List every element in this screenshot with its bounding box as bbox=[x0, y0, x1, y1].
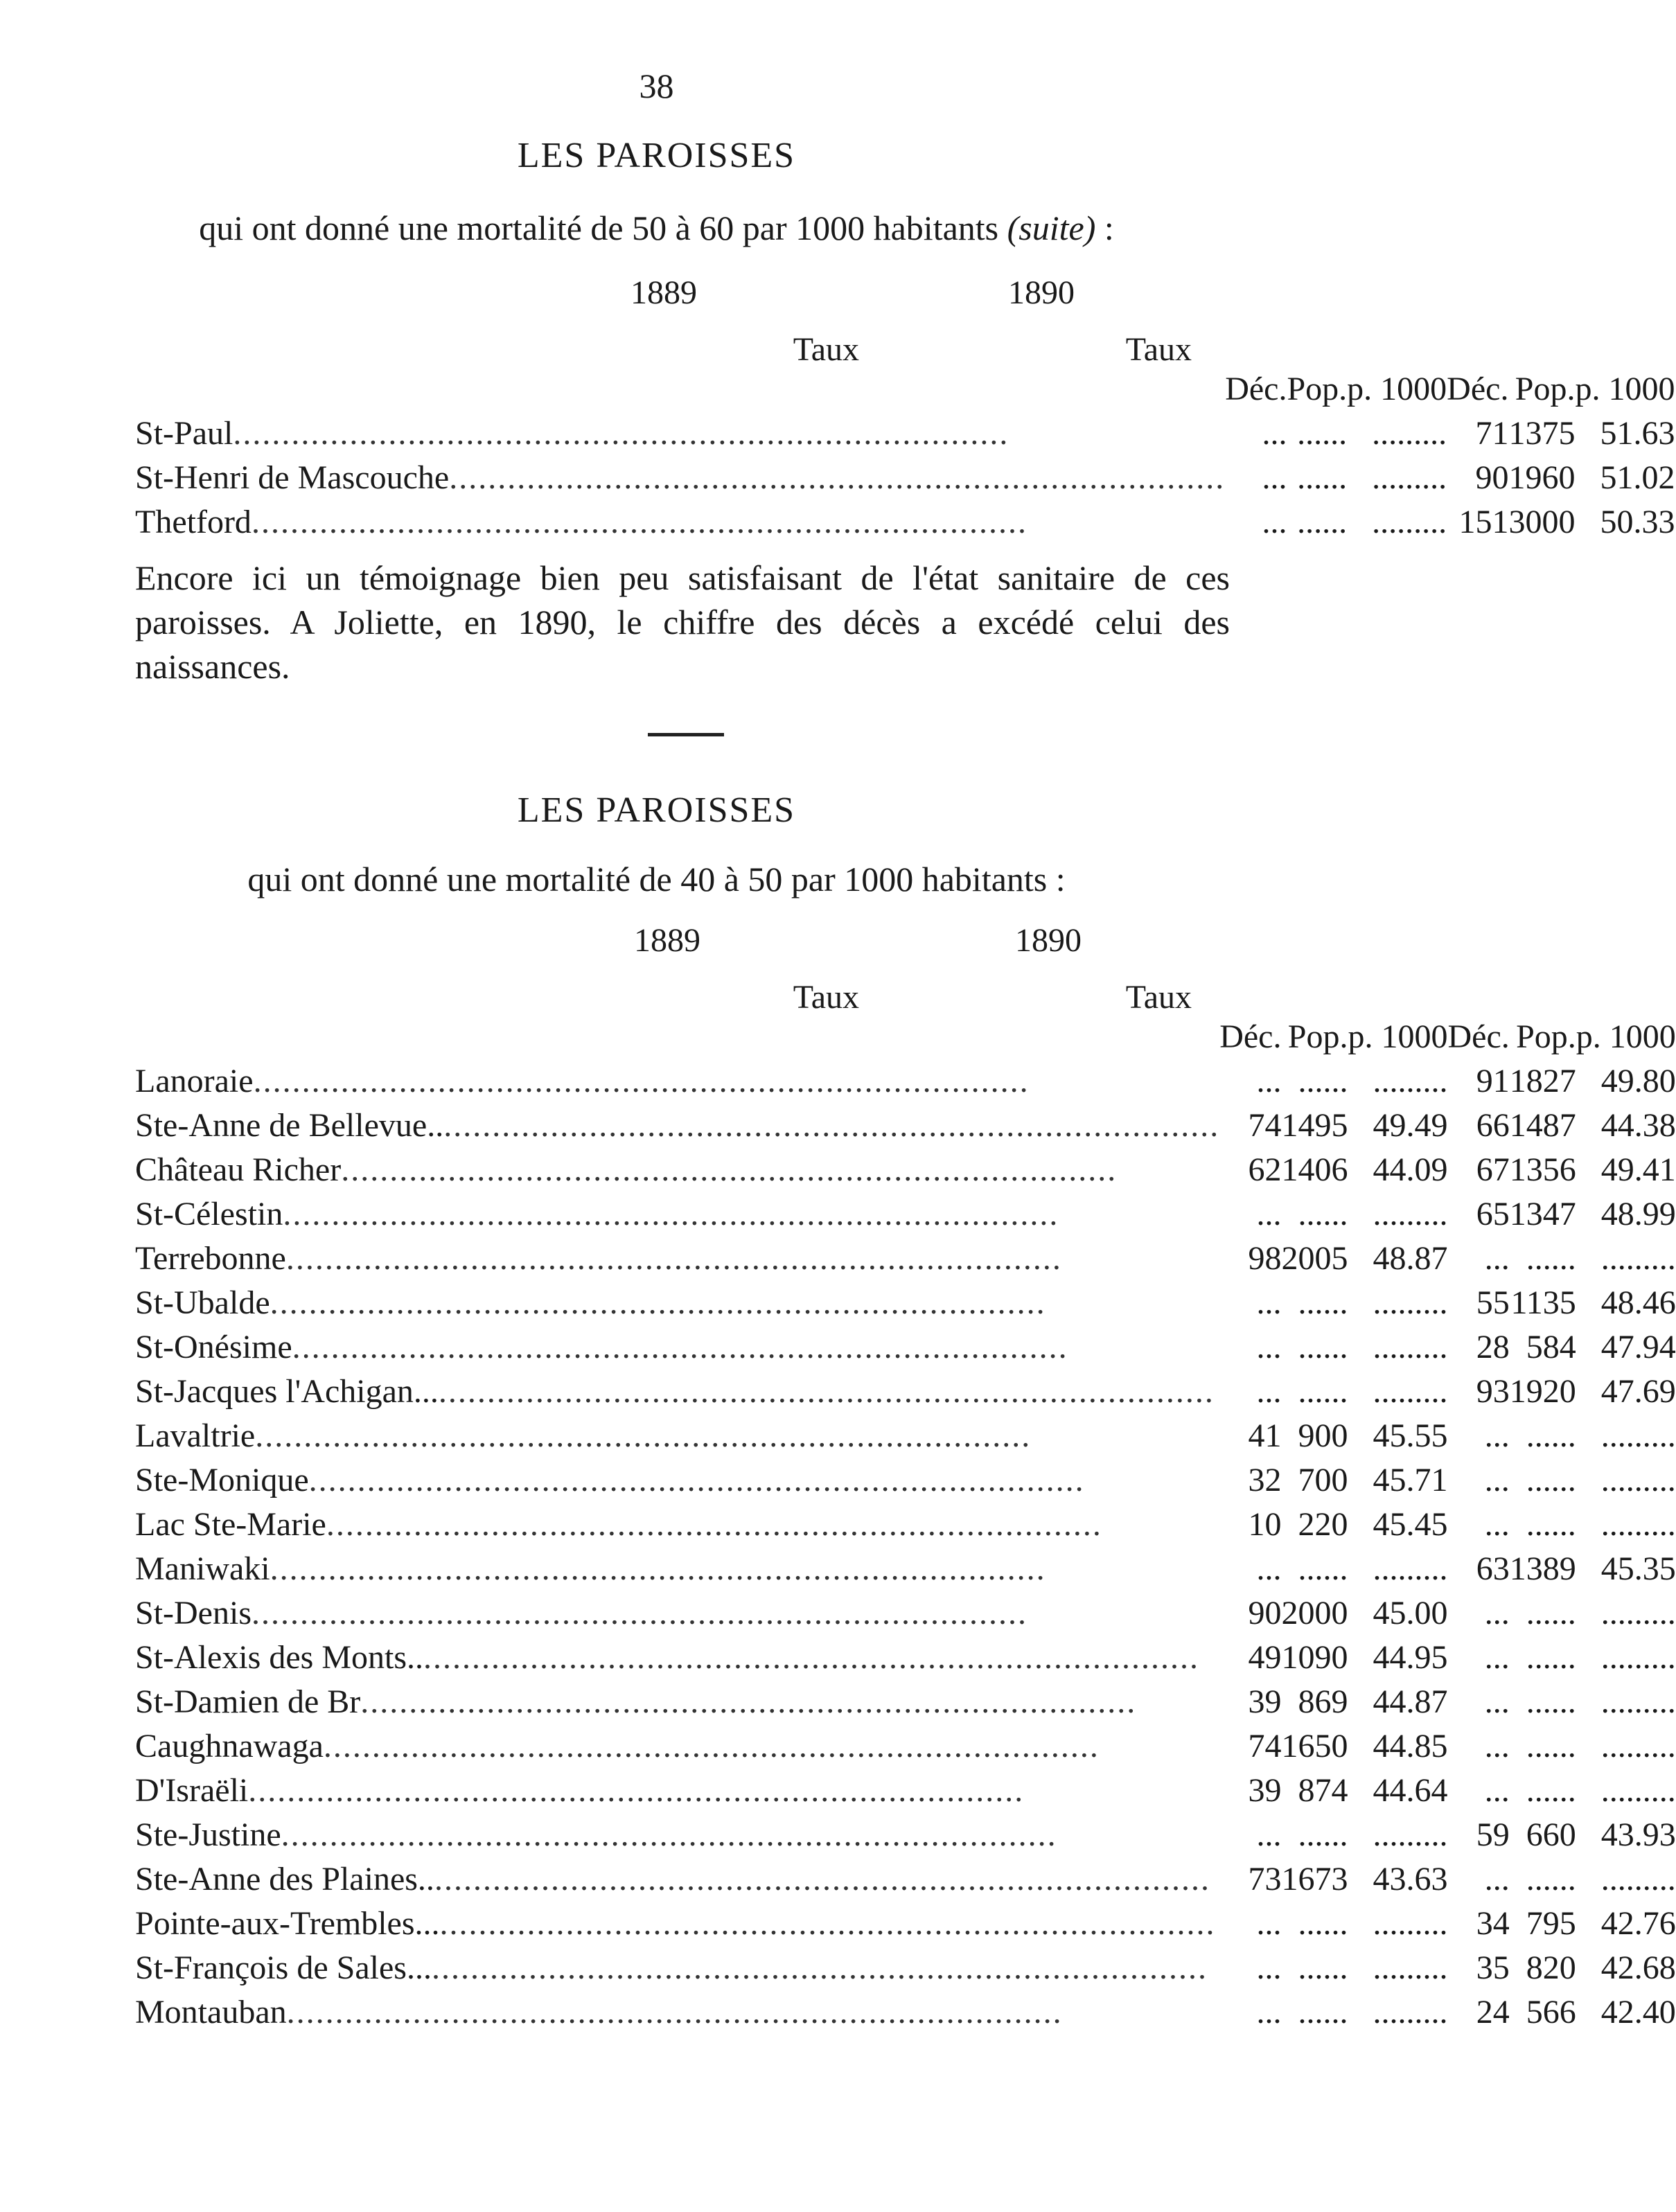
cell-pop-1889: 2000 bbox=[1281, 1595, 1348, 1631]
table-row bbox=[135, 1503, 1676, 1547]
leader-dots: ................................................................................ bbox=[285, 1240, 1062, 1277]
cell-pop-1890: 1960 bbox=[1508, 459, 1576, 496]
parish-name-text: Montauban bbox=[135, 1994, 287, 2030]
cell-pop-1889: 1090 bbox=[1281, 1639, 1348, 1676]
header-pop-1889: Pop. bbox=[1287, 371, 1348, 407]
cell-pop-1890: 566 bbox=[1526, 1994, 1576, 2030]
cell-pop-1889: 900 bbox=[1298, 1417, 1348, 1454]
cell-pop-1890: 1487 bbox=[1509, 1107, 1576, 1144]
cell-dec-1889: 90 bbox=[1248, 1595, 1282, 1631]
table-row bbox=[135, 1458, 1676, 1503]
cell-taux-1889: 44.87 bbox=[1373, 1683, 1448, 1720]
leader-dots: ................................................................................ bbox=[360, 1683, 1137, 1720]
cell-pop-1889: ...... bbox=[1298, 1550, 1348, 1587]
parish-name bbox=[135, 1192, 1219, 1237]
header-dec-1890: Déc. bbox=[1447, 371, 1509, 407]
parish-name bbox=[135, 456, 1225, 500]
cell-taux-1889: ......... bbox=[1372, 459, 1447, 496]
cell-taux-1889: 45.71 bbox=[1373, 1462, 1448, 1498]
section-divider bbox=[648, 733, 724, 736]
cell-dec-1890: 67 bbox=[1476, 1151, 1510, 1188]
cell-taux-1890: 42.76 bbox=[1600, 1905, 1676, 1942]
cell-pop-1890: ...... bbox=[1526, 1417, 1576, 1454]
section1-paragraph: Encore ici un témoignage bien peu satisfaisant de l'état sanitaire de ces paroisses. A Joliette, en 1890, le chiffre des décès a excédé celui des naissances. bbox=[135, 558, 1230, 686]
cell-pop-1890: 1135 bbox=[1510, 1284, 1576, 1321]
cell-pop-1890: 1827 bbox=[1509, 1063, 1576, 1099]
cell-dec-1890: 28 bbox=[1476, 1329, 1510, 1365]
cell-pop-1889: 874 bbox=[1298, 1772, 1348, 1809]
cell-pop-1890: 660 bbox=[1526, 1816, 1576, 1853]
cell-taux-1890: 42.40 bbox=[1600, 1994, 1676, 2030]
cell-dec-1890: 59 bbox=[1476, 1816, 1510, 1853]
cell-pop-1889: 1650 bbox=[1281, 1728, 1348, 1764]
leader-dots: ................................................................................ bbox=[323, 1728, 1100, 1764]
cell-pop-1890: 1920 bbox=[1509, 1373, 1576, 1410]
cell-taux-1889: ......... bbox=[1373, 1816, 1448, 1853]
cell-pop-1889: ...... bbox=[1298, 1994, 1348, 2030]
table-row bbox=[135, 1192, 1676, 1237]
leader-dots: ................................................................................ bbox=[443, 1107, 1220, 1144]
cell-taux-1889: ......... bbox=[1372, 504, 1447, 540]
parish-name bbox=[135, 1724, 1219, 1769]
parish-name bbox=[135, 1547, 1219, 1591]
leader-dots: ................................................................................ bbox=[326, 1506, 1102, 1543]
cell-taux-1889: ......... bbox=[1373, 1373, 1448, 1410]
cell-pop-1890: 584 bbox=[1526, 1329, 1576, 1365]
cell-pop-1889: ...... bbox=[1298, 1329, 1348, 1365]
cell-dec-1890: ... bbox=[1484, 1506, 1510, 1543]
parish-name bbox=[135, 1370, 1219, 1414]
parish-name-text: St-François de Sales... bbox=[135, 1949, 432, 1986]
cell-dec-1889: 74 bbox=[1248, 1107, 1282, 1144]
parish-name bbox=[135, 1990, 1219, 2035]
section1-subtitle-suffix: (suite) bbox=[1007, 209, 1096, 247]
cell-dec-1889: ... bbox=[1256, 1063, 1282, 1099]
cell-dec-1890: 90 bbox=[1475, 459, 1509, 496]
parish-name bbox=[135, 1813, 1219, 1857]
parish-name bbox=[135, 1104, 1219, 1148]
leader-dots: ................................................................................ bbox=[252, 1595, 1027, 1631]
cell-pop-1890: 1375 bbox=[1508, 415, 1576, 452]
leader-dots: ................................................................................ bbox=[431, 1949, 1208, 1986]
section2-header-taux-1889: Taux bbox=[793, 979, 859, 1016]
leader-dots: ................................................................................ bbox=[270, 1550, 1046, 1587]
section1-header-taux-1889: Taux bbox=[793, 331, 859, 368]
section1-header-taux-1890: Taux bbox=[1125, 331, 1192, 368]
cell-dec-1890: 35 bbox=[1476, 1949, 1510, 1986]
cell-taux-1889: ......... bbox=[1373, 1905, 1448, 1942]
parish-name bbox=[135, 1148, 1219, 1192]
cell-taux-1889: 44.64 bbox=[1373, 1772, 1448, 1809]
parish-name bbox=[135, 1458, 1219, 1503]
cell-dec-1890: ... bbox=[1484, 1595, 1510, 1631]
cell-taux-1890: ......... bbox=[1600, 1417, 1676, 1454]
leader-dots: ................................................................................ bbox=[292, 1329, 1068, 1365]
table-row bbox=[135, 456, 1675, 500]
table-row bbox=[135, 1591, 1676, 1636]
cell-taux-1890: ......... bbox=[1600, 1728, 1676, 1764]
parish-name bbox=[135, 1857, 1219, 1902]
leader-dots: ................................................................................ bbox=[233, 415, 1009, 452]
table-row bbox=[135, 1281, 1676, 1325]
table-row bbox=[135, 1636, 1676, 1680]
cell-pop-1889: ...... bbox=[1298, 1373, 1348, 1410]
cell-taux-1889: ......... bbox=[1372, 415, 1447, 452]
cell-dec-1889: ... bbox=[1262, 459, 1287, 496]
cell-pop-1889: ...... bbox=[1297, 415, 1348, 452]
parish-name-text: St-Damien de Br bbox=[135, 1683, 361, 1720]
leader-dots: ................................................................................ bbox=[434, 1861, 1210, 1897]
leader-dots: ................................................................................ bbox=[423, 1639, 1200, 1676]
cell-dec-1889: 32 bbox=[1248, 1462, 1282, 1498]
cell-taux-1890: ......... bbox=[1600, 1861, 1676, 1897]
cell-dec-1889: ... bbox=[1256, 1905, 1282, 1942]
cell-taux-1889: 44.09 bbox=[1373, 1151, 1448, 1188]
cell-taux-1890: 47.94 bbox=[1600, 1329, 1676, 1365]
table-row bbox=[135, 1813, 1676, 1857]
parish-name-text: Ste-Justine bbox=[135, 1816, 281, 1853]
header-taux-1890: p. 1000 bbox=[1576, 1018, 1676, 1055]
table-row bbox=[135, 1990, 1676, 2035]
cell-dec-1889: 62 bbox=[1248, 1151, 1282, 1188]
cell-pop-1889: ...... bbox=[1298, 1284, 1348, 1321]
cell-dec-1889: ... bbox=[1256, 1949, 1282, 1986]
cell-dec-1889: 98 bbox=[1248, 1240, 1282, 1277]
table-row bbox=[135, 1724, 1676, 1769]
header-dec-1889: Déc. bbox=[1225, 371, 1287, 407]
cell-dec-1890: 66 bbox=[1476, 1107, 1510, 1144]
parish-name-text: St-Henri de Mascouche bbox=[135, 459, 450, 496]
parish-name bbox=[135, 1946, 1219, 1990]
parish-name-text: Ste-Anne de Bellevue.. bbox=[135, 1107, 444, 1144]
cell-taux-1889: 45.45 bbox=[1373, 1506, 1448, 1543]
cell-taux-1890: ......... bbox=[1600, 1683, 1676, 1720]
section2-table bbox=[135, 1015, 1676, 2035]
cell-dec-1889: ... bbox=[1256, 1373, 1282, 1410]
cell-taux-1890: 49.41 bbox=[1600, 1151, 1676, 1188]
section2-header-row bbox=[135, 1015, 1676, 1059]
parish-name-text: Caughnawaga bbox=[135, 1728, 324, 1764]
parish-name-text: St-Alexis des Monts.. bbox=[135, 1639, 424, 1676]
parish-name bbox=[135, 1902, 1219, 1946]
cell-taux-1889: ......... bbox=[1373, 1994, 1448, 2030]
cell-taux-1889: 43.63 bbox=[1373, 1861, 1448, 1897]
section1-subtitle bbox=[0, 208, 1313, 248]
leader-dots: ................................................................................ bbox=[449, 459, 1226, 496]
section1-subtitle-end: : bbox=[1095, 209, 1114, 247]
cell-dec-1889: ... bbox=[1262, 415, 1287, 452]
leader-dots: ................................................................................ bbox=[281, 1816, 1057, 1853]
cell-pop-1890: ...... bbox=[1526, 1240, 1576, 1277]
parish-name bbox=[135, 500, 1225, 545]
cell-pop-1889: ...... bbox=[1298, 1063, 1348, 1099]
cell-dec-1889: 73 bbox=[1248, 1861, 1282, 1897]
parish-name-text: D'Israëli bbox=[135, 1772, 249, 1809]
cell-pop-1890: ...... bbox=[1526, 1506, 1576, 1543]
cell-pop-1890: ...... bbox=[1526, 1639, 1576, 1676]
cell-taux-1889: 48.87 bbox=[1373, 1240, 1448, 1277]
cell-pop-1890: 820 bbox=[1526, 1949, 1576, 1986]
cell-taux-1890: ......... bbox=[1600, 1506, 1676, 1543]
table-row bbox=[135, 1148, 1676, 1192]
cell-pop-1890: 1356 bbox=[1509, 1151, 1576, 1188]
parish-name-text: St-Denis bbox=[135, 1595, 252, 1631]
cell-dec-1889: 41 bbox=[1248, 1417, 1282, 1454]
leader-dots: ................................................................................ bbox=[248, 1772, 1025, 1809]
parish-name-text: Lac Ste-Marie bbox=[135, 1506, 326, 1543]
parish-name bbox=[135, 1769, 1219, 1813]
section1-subtitle-text: qui ont donné une mortalité de 50 à 60 par 1000 habitants bbox=[199, 209, 999, 247]
cell-pop-1889: 220 bbox=[1298, 1506, 1348, 1543]
cell-dec-1890: ... bbox=[1484, 1639, 1510, 1676]
cell-taux-1889: 49.49 bbox=[1373, 1107, 1448, 1144]
table-row bbox=[135, 1059, 1676, 1104]
header-dec-1890: Déc. bbox=[1447, 1018, 1510, 1055]
cell-taux-1889: ......... bbox=[1373, 1063, 1448, 1099]
parish-name bbox=[135, 1636, 1219, 1680]
cell-dec-1889: 39 bbox=[1248, 1683, 1282, 1720]
cell-taux-1890: 49.80 bbox=[1600, 1063, 1676, 1099]
cell-pop-1890: 1347 bbox=[1509, 1196, 1576, 1232]
cell-pop-1890: 1389 bbox=[1509, 1550, 1576, 1587]
cell-dec-1890: ... bbox=[1484, 1417, 1510, 1454]
table-row bbox=[135, 1370, 1676, 1414]
parish-name bbox=[135, 1680, 1219, 1724]
table-row bbox=[135, 1902, 1676, 1946]
cell-dec-1890: ... bbox=[1484, 1462, 1510, 1498]
parish-name bbox=[135, 412, 1225, 456]
cell-dec-1890: 91 bbox=[1476, 1063, 1510, 1099]
table-row bbox=[135, 1680, 1676, 1724]
cell-dec-1889: 74 bbox=[1248, 1728, 1282, 1764]
header-taux-1889: p. 1000 bbox=[1347, 371, 1447, 407]
cell-pop-1890: 795 bbox=[1526, 1905, 1576, 1942]
parish-name-text: St-Jacques l'Achigan... bbox=[135, 1373, 439, 1410]
cell-dec-1889: ... bbox=[1256, 1329, 1282, 1365]
cell-taux-1890: ......... bbox=[1600, 1772, 1676, 1809]
section2-title: LES PAROISSES bbox=[517, 790, 796, 830]
cell-dec-1889: 49 bbox=[1248, 1639, 1282, 1676]
cell-pop-1889: 2005 bbox=[1281, 1240, 1348, 1277]
cell-dec-1890: ... bbox=[1484, 1861, 1510, 1897]
cell-pop-1889: ...... bbox=[1297, 504, 1348, 540]
cell-dec-1889: ... bbox=[1256, 1994, 1282, 2030]
parish-name-text: St-Célestin bbox=[135, 1196, 283, 1232]
section1-table bbox=[135, 367, 1675, 545]
parish-name bbox=[135, 1281, 1219, 1325]
cell-dec-1890: 151 bbox=[1458, 504, 1509, 540]
header-pop-1890: Pop. bbox=[1515, 371, 1576, 407]
cell-pop-1890: 3000 bbox=[1508, 504, 1576, 540]
parish-name-text: St-Paul bbox=[135, 415, 233, 452]
cell-dec-1890: ... bbox=[1484, 1683, 1510, 1720]
parish-name-text: Château Richer bbox=[135, 1151, 342, 1188]
cell-dec-1890: 24 bbox=[1476, 1994, 1510, 2030]
cell-pop-1889: 700 bbox=[1298, 1462, 1348, 1498]
cell-dec-1890: 71 bbox=[1475, 415, 1509, 452]
cell-taux-1889: ......... bbox=[1373, 1949, 1448, 1986]
cell-pop-1889: 1673 bbox=[1281, 1861, 1348, 1897]
cell-taux-1890: 47.69 bbox=[1600, 1373, 1676, 1410]
parish-name-text: Maniwaki bbox=[135, 1550, 270, 1587]
leader-dots: ................................................................................ bbox=[255, 1417, 1032, 1454]
parish-name bbox=[135, 1059, 1219, 1104]
cell-taux-1890: ......... bbox=[1600, 1639, 1676, 1676]
cell-taux-1889: 45.00 bbox=[1373, 1595, 1448, 1631]
cell-dec-1890: ... bbox=[1484, 1728, 1510, 1764]
parish-name-text: Lanoraie bbox=[135, 1063, 254, 1099]
table-row bbox=[135, 1104, 1676, 1148]
table-row bbox=[135, 1769, 1676, 1813]
header-taux-1889: p. 1000 bbox=[1348, 1018, 1448, 1055]
table-row bbox=[135, 1325, 1676, 1370]
cell-taux-1889: ......... bbox=[1373, 1196, 1448, 1232]
section1-year-1890: 1890 bbox=[1008, 274, 1075, 311]
parish-name bbox=[135, 1591, 1219, 1636]
parish-name-text: St-Onésime bbox=[135, 1329, 292, 1365]
parish-name bbox=[135, 1503, 1219, 1547]
header-dec-1889: Déc. bbox=[1219, 1018, 1282, 1055]
leader-dots: ................................................................................ bbox=[439, 1905, 1216, 1942]
leader-dots: ................................................................................ bbox=[251, 504, 1027, 540]
cell-dec-1889: 10 bbox=[1248, 1506, 1282, 1543]
section2-subtitle: qui ont donné une mortalité de 40 à 50 par 1000 habitants : bbox=[247, 860, 1066, 899]
cell-taux-1890: 43.93 bbox=[1600, 1816, 1676, 1853]
leader-dots: ................................................................................ bbox=[308, 1462, 1085, 1498]
cell-pop-1890: ...... bbox=[1526, 1772, 1576, 1809]
cell-pop-1889: ...... bbox=[1298, 1196, 1348, 1232]
parish-name-text: Ste-Monique bbox=[135, 1462, 309, 1498]
cell-pop-1889: ...... bbox=[1298, 1905, 1348, 1942]
cell-taux-1890: 45.35 bbox=[1600, 1550, 1676, 1587]
section1-title: LES PAROISSES bbox=[517, 136, 796, 175]
cell-dec-1890: 65 bbox=[1476, 1196, 1510, 1232]
section2-year-1889: 1889 bbox=[634, 922, 700, 959]
cell-taux-1890: 51.02 bbox=[1600, 459, 1675, 496]
leader-dots: ................................................................................ bbox=[341, 1151, 1118, 1188]
cell-dec-1890: 55 bbox=[1476, 1284, 1510, 1321]
cell-taux-1889: ......... bbox=[1373, 1284, 1448, 1321]
cell-taux-1890: ......... bbox=[1600, 1462, 1676, 1498]
cell-taux-1890: 51.63 bbox=[1600, 415, 1675, 452]
table-row bbox=[135, 1237, 1676, 1281]
cell-dec-1889: ... bbox=[1262, 504, 1287, 540]
table-row bbox=[135, 1414, 1676, 1458]
cell-pop-1890: ...... bbox=[1526, 1728, 1576, 1764]
page-number: 38 bbox=[639, 67, 674, 105]
cell-pop-1890: ...... bbox=[1526, 1595, 1576, 1631]
parish-name bbox=[135, 1325, 1219, 1370]
cell-dec-1890: 63 bbox=[1476, 1550, 1510, 1587]
cell-pop-1890: ...... bbox=[1526, 1462, 1576, 1498]
cell-dec-1889: ... bbox=[1256, 1196, 1282, 1232]
parish-name bbox=[135, 1414, 1219, 1458]
cell-dec-1889: 39 bbox=[1248, 1772, 1282, 1809]
header-pop-1890: Pop. bbox=[1516, 1018, 1576, 1055]
leader-dots: ................................................................................ bbox=[253, 1063, 1030, 1099]
parish-name-text: Pointe-aux-Trembles... bbox=[135, 1905, 440, 1942]
cell-taux-1889: ......... bbox=[1373, 1329, 1448, 1365]
cell-pop-1889: 1495 bbox=[1281, 1107, 1348, 1144]
leader-dots: ................................................................................ bbox=[286, 1994, 1063, 2030]
cell-pop-1889: ...... bbox=[1298, 1949, 1348, 1986]
header-taux-1890: p. 1000 bbox=[1575, 371, 1675, 407]
table-row bbox=[135, 1547, 1676, 1591]
parish-name bbox=[135, 1237, 1219, 1281]
table-row bbox=[135, 500, 1675, 545]
cell-taux-1889: 45.55 bbox=[1373, 1417, 1448, 1454]
parish-name-text: Lavaltrie bbox=[135, 1417, 256, 1454]
cell-dec-1889: ... bbox=[1256, 1550, 1282, 1587]
leader-dots: ................................................................................ bbox=[283, 1196, 1059, 1232]
cell-pop-1889: 869 bbox=[1298, 1683, 1348, 1720]
cell-taux-1890: 42.68 bbox=[1600, 1949, 1676, 1986]
cell-taux-1889: 44.95 bbox=[1373, 1639, 1448, 1676]
cell-taux-1889: ......... bbox=[1373, 1550, 1448, 1587]
cell-pop-1890: ...... bbox=[1526, 1683, 1576, 1720]
cell-pop-1889: ...... bbox=[1298, 1816, 1348, 1853]
cell-dec-1889: ... bbox=[1256, 1284, 1282, 1321]
section2-year-1890: 1890 bbox=[1015, 922, 1082, 959]
parish-name-text: St-Ubalde bbox=[135, 1284, 270, 1321]
cell-taux-1890: 44.38 bbox=[1600, 1107, 1676, 1144]
cell-dec-1890: 93 bbox=[1476, 1373, 1510, 1410]
cell-dec-1890: ... bbox=[1484, 1772, 1510, 1809]
parish-name-text: Ste-Anne des Plaines.. bbox=[135, 1861, 434, 1897]
cell-dec-1890: 34 bbox=[1476, 1905, 1510, 1942]
parish-name-text: Thetford bbox=[135, 504, 252, 540]
table-row bbox=[135, 412, 1675, 456]
cell-dec-1889: ... bbox=[1256, 1816, 1282, 1853]
section1-year-1889: 1889 bbox=[630, 274, 697, 311]
cell-taux-1890: ......... bbox=[1600, 1240, 1676, 1277]
header-pop-1889: Pop. bbox=[1287, 1018, 1348, 1055]
cell-taux-1889: 44.85 bbox=[1373, 1728, 1448, 1764]
cell-taux-1890: 50.33 bbox=[1600, 504, 1675, 540]
cell-taux-1890: 48.46 bbox=[1600, 1284, 1676, 1321]
parish-name-text: Terrebonne bbox=[135, 1240, 286, 1277]
cell-pop-1889: 1406 bbox=[1281, 1151, 1348, 1188]
cell-taux-1890: 48.99 bbox=[1600, 1196, 1676, 1232]
cell-dec-1890: ... bbox=[1484, 1240, 1510, 1277]
section2-header-taux-1890: Taux bbox=[1125, 979, 1192, 1016]
cell-taux-1890: ......... bbox=[1600, 1595, 1676, 1631]
cell-pop-1889: ...... bbox=[1297, 459, 1348, 496]
leader-dots: ................................................................................ bbox=[438, 1373, 1215, 1410]
table-row bbox=[135, 1857, 1676, 1902]
leader-dots: ................................................................................ bbox=[270, 1284, 1046, 1321]
cell-pop-1890: ...... bbox=[1526, 1861, 1576, 1897]
table-row bbox=[135, 1946, 1676, 1990]
section1-header-row bbox=[135, 367, 1675, 412]
